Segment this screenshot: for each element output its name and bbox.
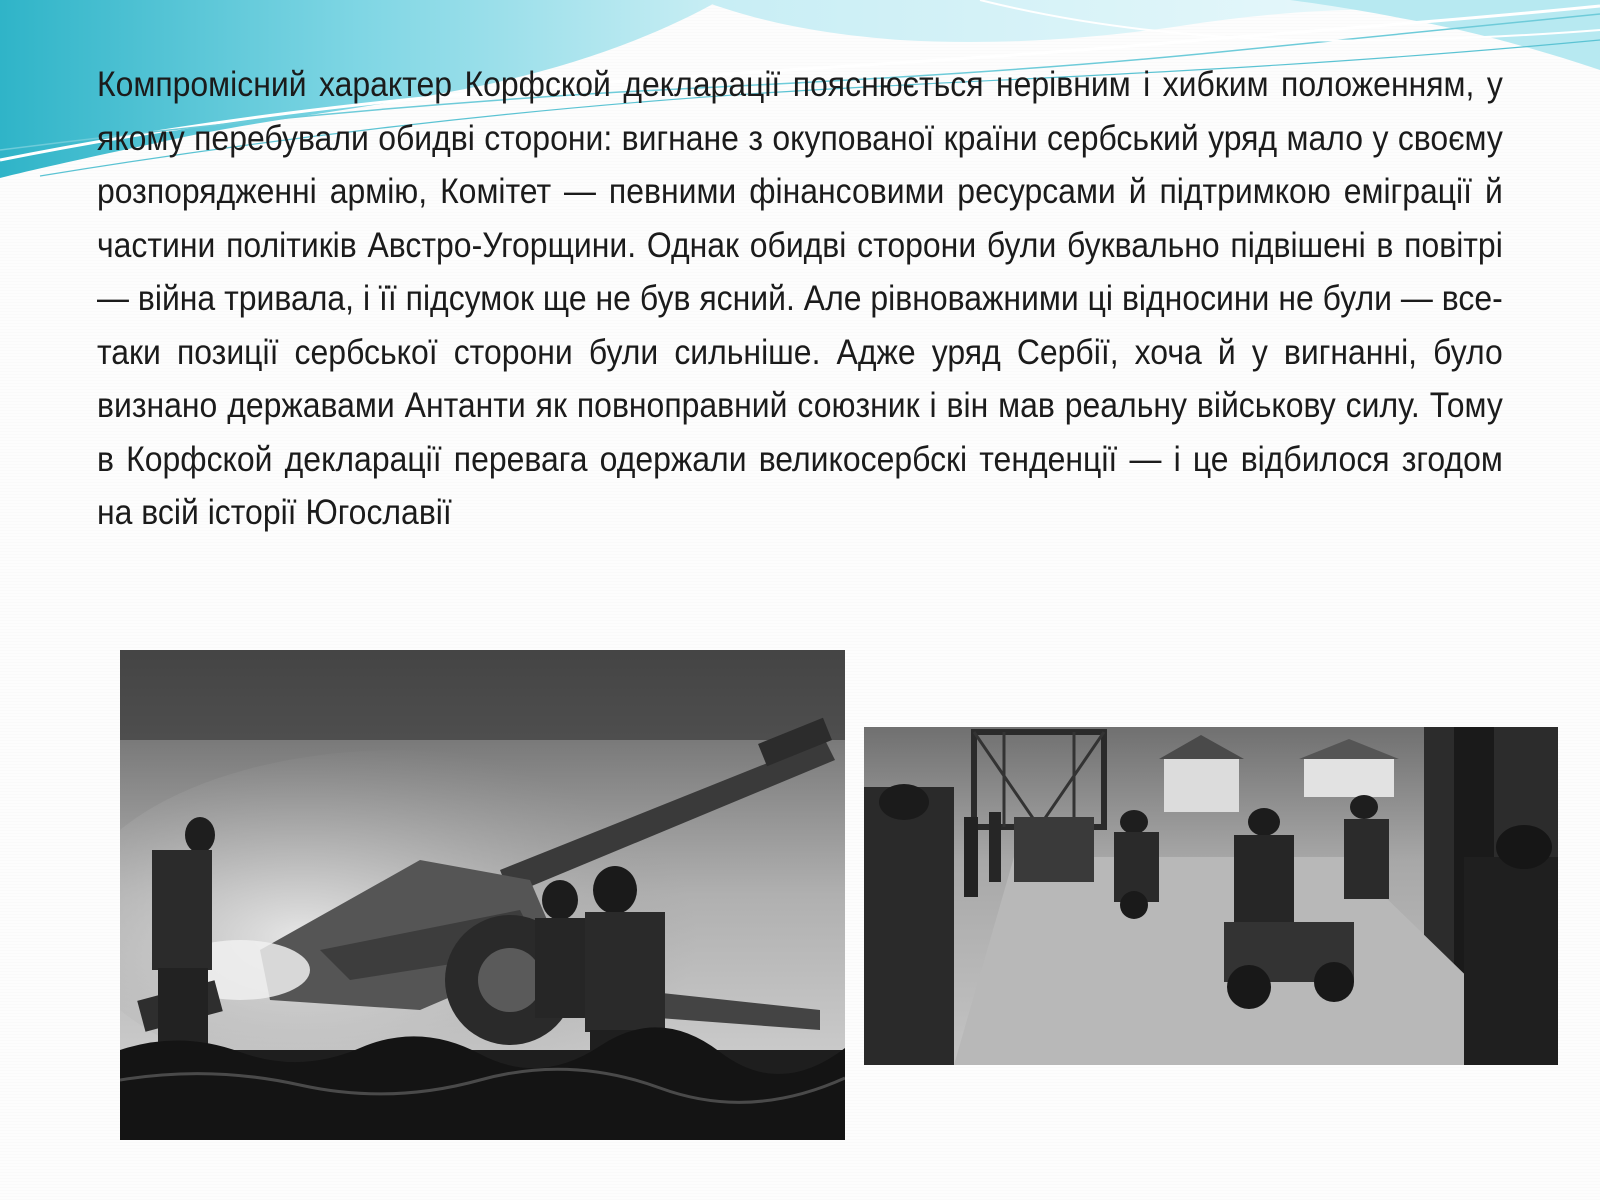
motorcycle-convoy-photo [864, 727, 1558, 1065]
artillery-crew-photo [120, 650, 845, 1140]
body-paragraph: Компромісний характер Корфской декларації пояснюється нерівним і хибким положенням, у якому перебували обидві сторони: вигнане з окупованої країни сербський уряд мало у своєму розпорядженні армію, Комітет — певними фінансовими ресурсами й підтримкою еміграції й частини політиків Австро-Угорщини. Однак обидві сторони були буквально підвішені в повітрі — війна тривала, і її підсумок ще не був ясний. Але рівноважними ці відносини не були — все-таки позиції сербської сторони були сильніше. Адже уряд Сербії, хоча й у вигнанні, було визнано державами Антанти як повноправний союзник і він мав реальну військову силу. Тому в Корфской декларації перевага одержали великосербскі тенденції — і це відбилося згодом на всій історії Югославії [97, 64, 1503, 532]
